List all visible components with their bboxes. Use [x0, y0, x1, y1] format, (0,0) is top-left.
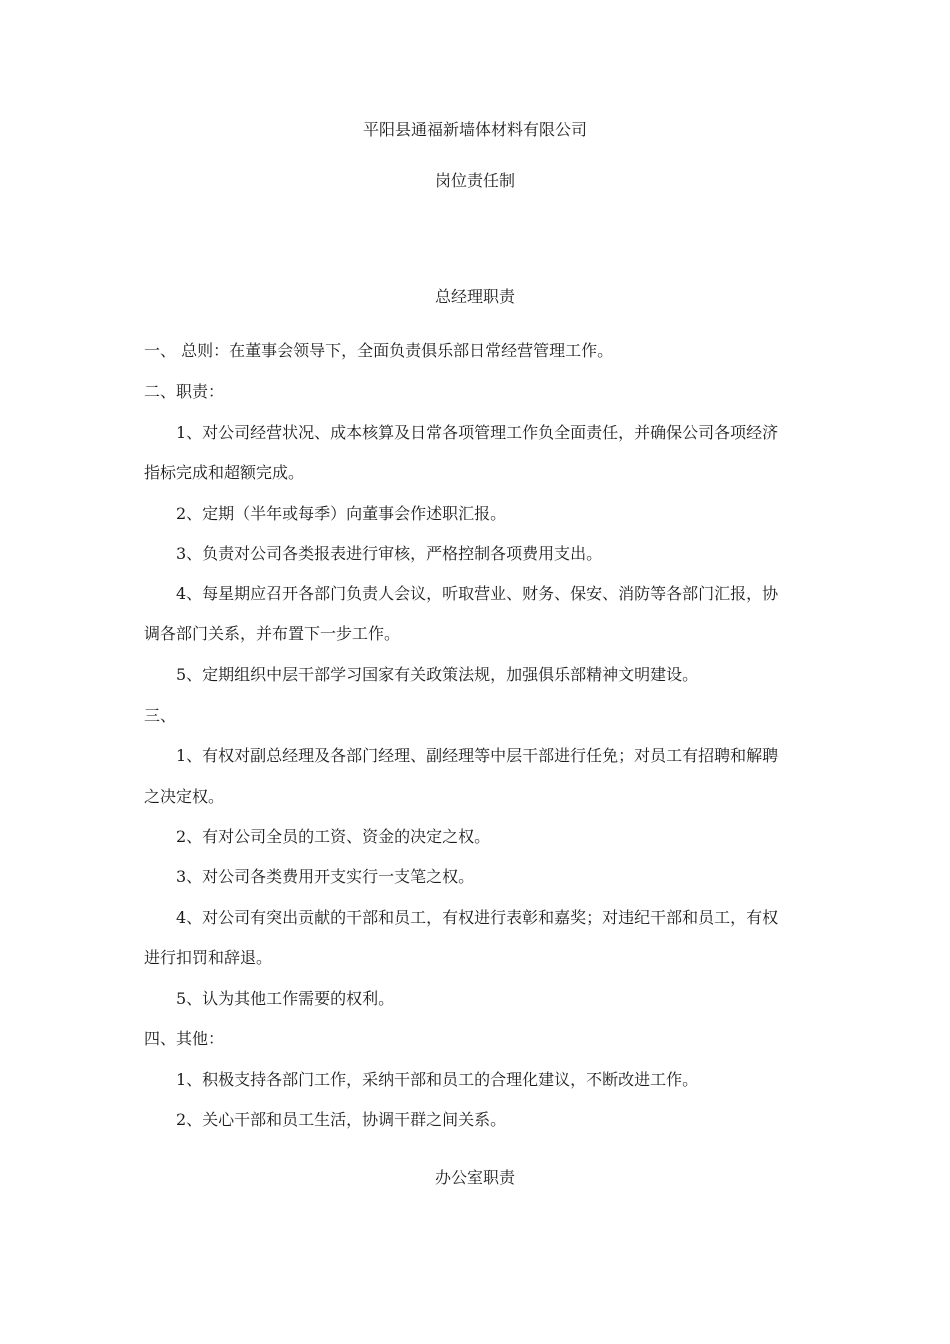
paragraph-line: 之决定权。 [144, 787, 225, 806]
paragraph-line: 1、积极支持各部门工作，采纳干部和员工的合理化建议，不断改进工作。 [176, 1070, 699, 1089]
paragraph-line: 1、对公司经营状况、成本核算及日常各项管理工作负全面责任，并确保公司各项经济 [176, 423, 779, 442]
paragraph-line: 3、对公司各类费用开支实行一支笔之权。 [176, 867, 475, 886]
paragraph-line: 2、有对公司全员的工资、资金的决定之权。 [176, 827, 491, 846]
paragraph-line: 三、 [144, 706, 177, 725]
paragraph-line: 2、关心干部和员工生活，协调干群之间关系。 [176, 1110, 507, 1129]
paragraph-line: 4、对公司有突出贡献的干部和员工，有权进行表彰和嘉奖；对违纪干部和员工，有权 [176, 908, 779, 927]
paragraph-line: 指标完成和超额完成。 [144, 463, 305, 482]
paragraph-line: 调各部门关系，并布置下一步工作。 [144, 624, 401, 643]
paragraph-line: 1、有权对副总经理及各部门经理、副经理等中层干部进行任免；对员工有招聘和解聘 [176, 746, 779, 765]
paragraph-line: 5、认为其他工作需要的权利。 [176, 989, 395, 1008]
paragraph-line: 二、职责： [144, 382, 225, 401]
paragraph-line: 3、负责对公司各类报表进行审核，严格控制各项费用支出。 [176, 544, 603, 563]
company-name: 平阳县通福新墙体材料有限公司 [362, 120, 587, 139]
section-heading-general-manager: 总经理职责 [434, 287, 515, 306]
document-title: 岗位责任制 [434, 171, 515, 190]
paragraph-line: 一、 总则：在董事会领导下，全面负责俱乐部日常经营管理工作。 [144, 341, 614, 360]
paragraph-line: 进行扣罚和辞退。 [144, 948, 273, 967]
paragraph-line: 2、定期（半年或每季）向董事会作述职汇报。 [176, 504, 507, 523]
paragraph-line: 4、每星期应召开各部门负责人会议，听取营业、财务、保安、消防等各部门汇报，协 [176, 584, 779, 603]
paragraph-line: 5、定期组织中层干部学习国家有关政策法规，加强俱乐部精神文明建设。 [176, 665, 699, 684]
section-heading-office: 办公室职责 [434, 1168, 515, 1187]
paragraph-line: 四、其他： [144, 1029, 225, 1048]
